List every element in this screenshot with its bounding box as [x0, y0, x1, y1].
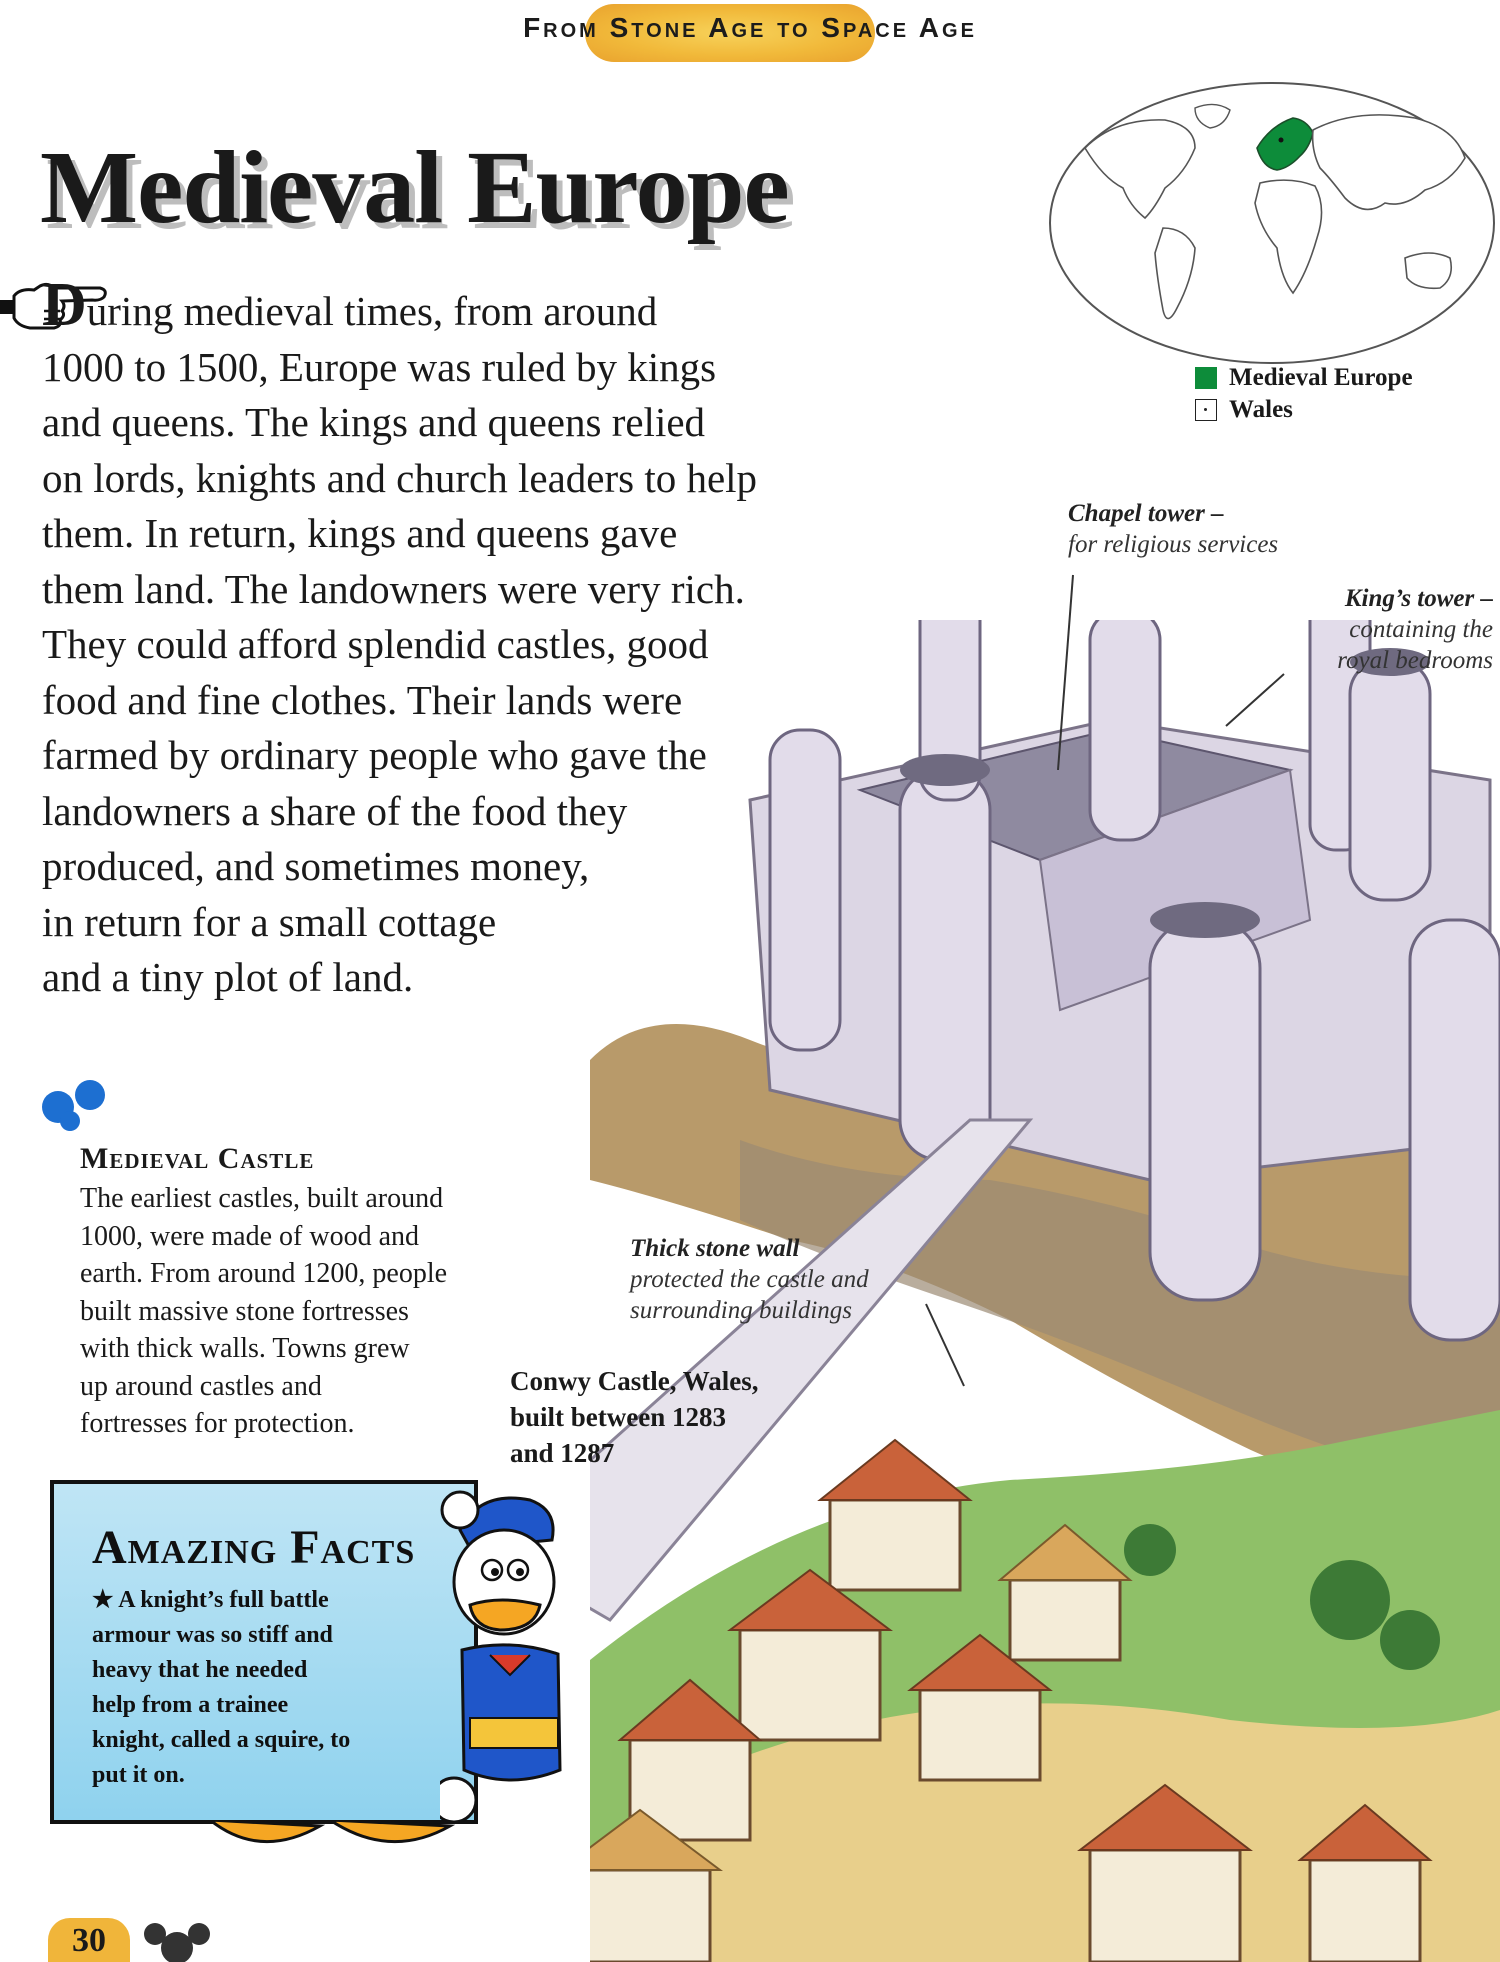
fact-line	[92, 1583, 448, 1618]
callout-heading: Chapel tower –	[1068, 500, 1224, 527]
callout-description: royal bedrooms	[1337, 647, 1493, 674]
intro-line: them land. The landowners were very rich.	[42, 565, 745, 612]
mickey-head-icon	[135, 1920, 215, 1962]
callout-description: protected the castle and	[630, 1266, 869, 1293]
fact-line: heavy that he needed	[92, 1657, 308, 1683]
callout-heading: King’s tower –	[1344, 585, 1493, 612]
callout-heading: Thick stone wall	[630, 1235, 800, 1262]
donald-feet-illustration	[200, 1820, 460, 1860]
body-line: up around castles and	[80, 1370, 322, 1402]
fact-line: armour was so stiff and	[92, 1622, 333, 1648]
body-line: 1000, were made of wood and	[80, 1220, 420, 1252]
medieval-castle-body	[80, 1180, 580, 1443]
conwy-castle-caption	[510, 1363, 840, 1471]
running-title: From Stone Age to Space Age	[523, 12, 977, 43]
legend-item-wales	[1195, 394, 1413, 426]
fact-line: knight, called a squire, to	[92, 1727, 351, 1753]
page-title: Medieval Europe	[40, 130, 789, 245]
legend-swatch-dot	[1195, 399, 1217, 421]
callout-description: for religious services	[1068, 531, 1279, 558]
intro-line-text: uring medieval times, from around	[86, 288, 658, 334]
intro-line: in return for a small cottage	[42, 898, 497, 945]
kings-tower-callout	[1288, 583, 1493, 676]
caption-line: built between 1283	[510, 1402, 726, 1432]
legend-item-medieval-europe	[1195, 362, 1413, 394]
intro-line: farmed by ordinary people who gave the	[42, 732, 707, 778]
chapel-tower-callout	[1068, 498, 1278, 560]
body-line: with thick walls. Towns grew	[80, 1333, 410, 1364]
fact-text: A knight’s full battle	[118, 1587, 329, 1613]
body-line: The earliest castles, built around	[80, 1183, 444, 1214]
intro-line-1	[42, 271, 1062, 340]
amazing-facts-body	[92, 1583, 448, 1793]
amazing-facts-title: Amazing Facts	[92, 1521, 416, 1574]
legend-label: Medieval Europe	[1229, 364, 1413, 391]
mickey-ears-icon	[40, 1073, 120, 1133]
intro-line: and queens. The kings and queens relied	[42, 399, 706, 445]
body-line: built massive stone fortresses	[80, 1295, 409, 1327]
intro-line: on lords, knights and church leaders to help	[42, 454, 758, 501]
caption-line: and 1287	[510, 1438, 615, 1468]
drop-cap: D	[42, 271, 87, 339]
fact-line: put it on.	[92, 1762, 185, 1788]
map-legend	[1195, 362, 1413, 426]
caption-line: Conwy Castle, Wales,	[510, 1366, 759, 1396]
intro-line: produced, and sometimes money,	[42, 843, 590, 889]
intro-line: 1000 to 1500, Europe was ruled by kings	[42, 343, 717, 390]
page-number: 30	[72, 1922, 106, 1959]
intro-line: and a tiny plot of land.	[42, 954, 414, 1000]
star-icon: ★	[92, 1587, 114, 1613]
medieval-castle-section	[80, 1142, 580, 1443]
legend-swatch-green	[1195, 367, 1217, 389]
world-map	[1045, 78, 1500, 368]
body-line: fortresses for protection.	[80, 1408, 355, 1439]
donald-duck-illustration	[440, 1470, 580, 1830]
legend-label: Wales	[1229, 396, 1293, 423]
amazing-facts-box	[50, 1480, 478, 1824]
chapel-leader-line	[1040, 570, 1080, 770]
intro-line: food and fine clothes. Their lands were	[42, 676, 683, 723]
callout-description: surrounding buildings	[630, 1297, 853, 1324]
kings-leader-line	[1218, 670, 1288, 730]
body-line: earth. From around 1200, people	[80, 1258, 448, 1289]
wall-leader-line	[920, 1300, 970, 1390]
medieval-castle-heading: Medieval Castle	[80, 1142, 315, 1175]
intro-line: landowners a share of the food they	[42, 787, 628, 834]
intro-line: They could afford splendid castles, good	[42, 621, 709, 667]
intro-line: them. In return, kings and queens gave	[42, 510, 678, 556]
fact-line: help from a trainee	[92, 1692, 289, 1718]
thick-stone-wall-callout	[630, 1233, 869, 1326]
callout-description: containing the	[1349, 616, 1493, 643]
